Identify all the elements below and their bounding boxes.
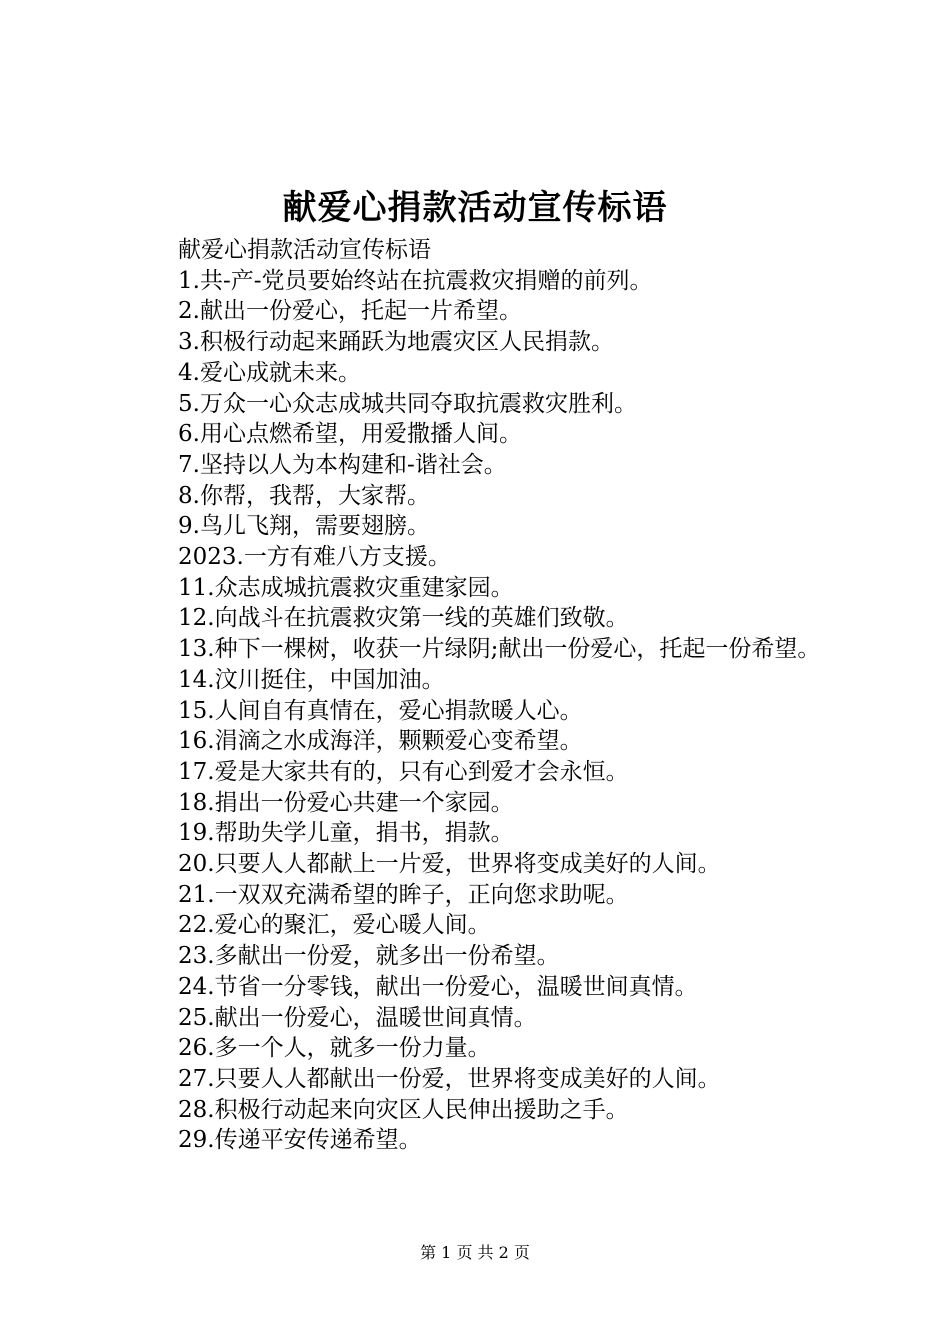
page-footer: 第 1 页 共 2 页: [420, 1243, 530, 1262]
slogan-item: 9.鸟儿飞翔，需要翅膀。: [178, 513, 430, 540]
slogan-item: 22.爱心的聚汇，爱心暖人间。: [178, 912, 491, 939]
slogan-item: 5.万众一心众志成城共同夺取抗震救灾胜利。: [178, 390, 637, 417]
slogan-item: 3.积极行动起来踊跃为地震灾区人民捐款。: [178, 329, 614, 356]
slogan-item: 13.种下一棵树，收获一片绿阴;献出一份爱心，托起一份希望。: [178, 636, 821, 663]
slogan-item: 17.爱是大家共有的，只有心到爱才会永恒。: [178, 758, 629, 785]
slogan-item: 14.汶川挺住，中国加油。: [178, 666, 445, 693]
slogan-item: 8.你帮，我帮，大家帮。: [178, 482, 430, 509]
slogan-item: 2023.一方有难八方支援。: [178, 544, 451, 571]
slogan-item: 11.众志成城抗震救灾重建家园。: [178, 574, 514, 601]
slogan-item: 7.坚持以人为本构建和-谐社会。: [178, 451, 507, 478]
slogan-item: 1.共-产-党员要始终站在抗震救灾捐赠的前列。: [178, 267, 653, 294]
slogan-item: 15.人间自有真情在，爱心捐款暖人心。: [178, 697, 583, 724]
slogan-item: 2.献出一份爱心，托起一片希望。: [178, 298, 522, 325]
slogan-item: 27.只要人人都献出一份爱，世界将变成美好的人间。: [178, 1065, 721, 1092]
slogan-item: 28.积极行动起来向灾区人民伸出援助之手。: [178, 1096, 629, 1123]
slogan-item: 26.多一个人，就多一份力量。: [178, 1035, 491, 1062]
slogan-item: 25.献出一份爱心，温暖世间真情。: [178, 1004, 537, 1031]
slogan-item: 4.爱心成就未来。: [178, 359, 361, 386]
document-body: [130, 235, 840, 1156]
paragraph-heading: 献爱心捐款活动宣传标语: [178, 237, 431, 263]
slogan-item: 18.捐出一份爱心共建一个家园。: [178, 789, 514, 816]
slogan-item: 19.帮助失学儿童，捐书，捐款。: [178, 820, 514, 847]
slogan-item: 23.多献出一份爱，就多出一份希望。: [178, 943, 560, 970]
slogan-item: 12.向战斗在抗震救灾第一线的英雄们致敬。: [178, 605, 629, 632]
slogan-item: 21.一双双充满希望的眸子，正向您求助呢。: [178, 881, 629, 908]
slogan-item: 16.涓滴之水成海洋，颗颗爱心变希望。: [178, 728, 583, 755]
document-title: 献爱心捐款活动宣传标语: [282, 188, 668, 228]
slogan-item: 6.用心点燃希望，用爱撒播人间。: [178, 421, 522, 448]
slogan-item: 20.只要人人都献上一片爱，世界将变成美好的人间。: [178, 851, 721, 878]
slogan-item: 24.节省一分零钱，献出一份爱心，温暖世间真情。: [178, 973, 698, 1000]
slogan-item: 29.传递平安传递希望。: [178, 1127, 422, 1154]
